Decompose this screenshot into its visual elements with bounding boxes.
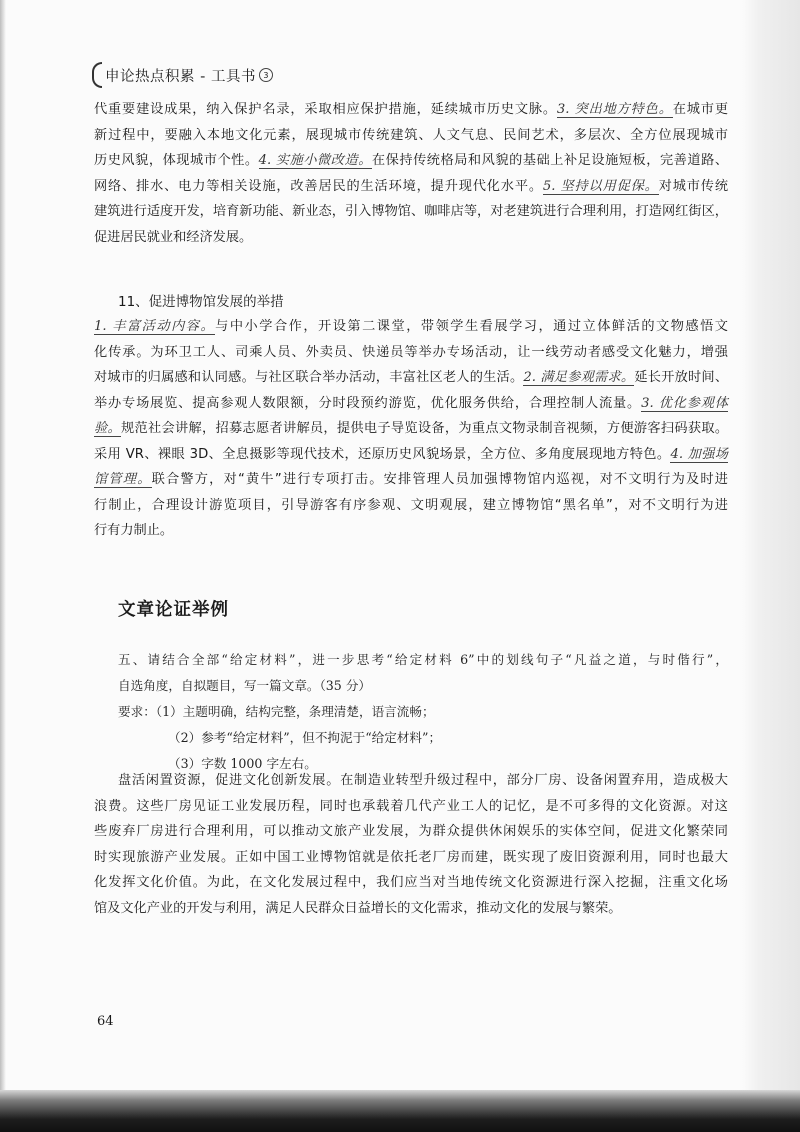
essay-section-title: 文章论证举例 <box>118 600 229 620</box>
scan-bottom-edge <box>0 1090 800 1132</box>
text-segment: 网络、排水、电力等相关设施，改善居民的生活环境，提升现代化水平。 <box>94 178 543 194</box>
text-line <box>94 148 728 174</box>
text-line <box>94 97 728 123</box>
handwritten-annotation: 3. 优化参观体 <box>641 395 728 411</box>
text-segment: 促进居民就业和经济发展。 <box>94 229 253 245</box>
text-line <box>94 365 728 391</box>
scan-left-shadow <box>0 0 6 1132</box>
essay-line: 时实现旅游产业发展。正如中国工业博物馆就是依托老厂房而建，既实现了废旧资源利用，同时也最大 <box>94 849 728 865</box>
handwritten-annotation: 2. 满足参观需求。 <box>523 370 635 385</box>
essay-question <box>118 647 728 777</box>
essay-line: 馆及文化产业的开发与利用，满足人民群众日益增长的文化需求，推动文化的发展与繁荣。 <box>94 900 622 916</box>
running-header <box>92 62 273 88</box>
text-line <box>94 493 728 519</box>
essay-line: 浪费。这些厂房见证工业发展历程，同时也承载着几代产业工人的记忆，是不可多得的文化资源。对这 <box>94 798 728 814</box>
text-segment: 在保持传统格局和风貌的基础上补足设施短板，完善道路、 <box>371 153 729 168</box>
text-segment: 在城市更 <box>672 102 729 117</box>
requirements-label: 要求： <box>118 704 156 719</box>
text-line <box>94 416 728 442</box>
text-line <box>94 123 728 149</box>
essay-line: 化发挥文化价值。为此，在文化发展过程中，我们应当对当地传统文化资源进行深入挖掘，注重文化场 <box>94 875 728 890</box>
text-line <box>94 174 728 200</box>
page-number: 64 <box>97 1014 114 1029</box>
question-line: 五、请结合全部“给定材料”，进一步思考“给定材料 6”中的划线句子“凡益之道，与时偕行”， <box>118 652 728 667</box>
text-line <box>94 518 728 544</box>
section-11-paragraph <box>94 314 728 544</box>
text-segment: 行制止，合理设计游览项目，引导游客有序参观、文明观展，建立博物馆“黑名单”，对不文明行为进 <box>94 497 728 513</box>
scan-right-edge <box>742 0 800 1132</box>
text-segment: 采用 VR、裸眼 3D、全息摄影等现代技术，还原历史风貌场景，全方位、多角度展现地方特色。 <box>94 446 671 462</box>
text-segment: 与中小学合作，开设第二课堂，带领学生看展学习，通过立体鲜活的文物感悟文 <box>215 319 728 334</box>
requirement-item: （3）字数 1000 字左右。 <box>168 756 317 771</box>
essay-line: 盘活闲置资源，促进文化创新发展。在制造业转型升级过程中，部分厂房、设备闲置弃用，造成极大 <box>118 773 728 788</box>
text-line <box>94 199 728 225</box>
text-line <box>94 391 728 417</box>
text-line <box>94 467 728 493</box>
requirement-item: （1）主题明确，结构完整，条理清楚，语言流畅； <box>155 704 435 719</box>
handwritten-annotation: 4. 加强场 <box>670 446 728 462</box>
text-segment: 举办专场展览、提高参观人数限额，分时段预约游览，优化服务供给，合理控制人流量。 <box>94 395 642 411</box>
text-line <box>94 442 728 468</box>
essay-line: 些废弃厂房进行合理利用，可以推动文旅产业发展，为群众提供休闲娱乐的实体空间，促进文化繁荣同 <box>94 824 728 839</box>
text-segment: 对城市传统 <box>658 178 729 194</box>
essay-paragraph <box>94 768 728 921</box>
handwritten-annotation: 1. 丰富活动内容。 <box>94 319 216 334</box>
text-segment: 联合警方，对“黄牛”进行专项打击。安排管理人员加强博物馆内巡视，对不文明行为及时进 <box>151 472 728 487</box>
text-segment: 建筑进行适度开发，培育新功能、新业态，引入博物馆、咖啡店等，对老建筑进行合理利用，打造网红街区， <box>94 204 728 219</box>
header-bracket <box>92 62 102 88</box>
handwritten-annotation: 4. 实施小微改造。 <box>258 153 372 168</box>
text-line <box>94 225 728 251</box>
text-segment: 对城市的归属感和认同感。与社区联合举办活动，丰富社区老人的生活。 <box>94 370 524 385</box>
text-segment: 代重要建设成果，纳入保护名录，采取相应保护措施，延续城市历史文脉。 <box>94 102 557 117</box>
text-segment: 延长开放时间、 <box>634 370 729 385</box>
handwritten-annotation: 馆管理。 <box>94 472 152 487</box>
book-title: 申论热点积累 - 工具书 <box>105 68 256 85</box>
handwritten-annotation: 5. 坚持以用促保。 <box>542 178 659 194</box>
text-segment: 化传承。为环卫工人、司乘人员、外卖员、快递员等举办专场活动，让一线劳动者感受文化魅力，增强 <box>94 344 728 360</box>
requirement-line <box>118 699 728 725</box>
top-paragraph <box>94 97 728 250</box>
text-segment: 历史风貌，体现城市个性。 <box>94 153 259 168</box>
header-badge: 3 <box>259 68 273 82</box>
text-segment: 规范社会讲解，招募志愿者讲解员，提供电子导览设备，为重点文物录制音视频，方便游客扫码获取。 <box>121 421 729 436</box>
text-line <box>94 314 728 340</box>
section-11-heading: 11、促进博物馆发展的举措 <box>118 294 284 310</box>
handwritten-annotation: 验。 <box>94 421 121 436</box>
text-segment: 新过程中，要融入本地文化元素，展现城市传统建筑、人文气息、民间艺术，多层次、全方位展现城市 <box>94 127 728 143</box>
text-line <box>94 340 728 366</box>
requirement-item: （2）参考“给定材料”，但不拘泥于“给定材料”； <box>168 730 442 745</box>
handwritten-annotation: 3. 突出地方特色。 <box>556 102 673 117</box>
question-line: 自选角度，自拟题目，写一篇文章。（35 分） <box>118 678 372 693</box>
text-segment: 行有力制止。 <box>94 523 174 538</box>
